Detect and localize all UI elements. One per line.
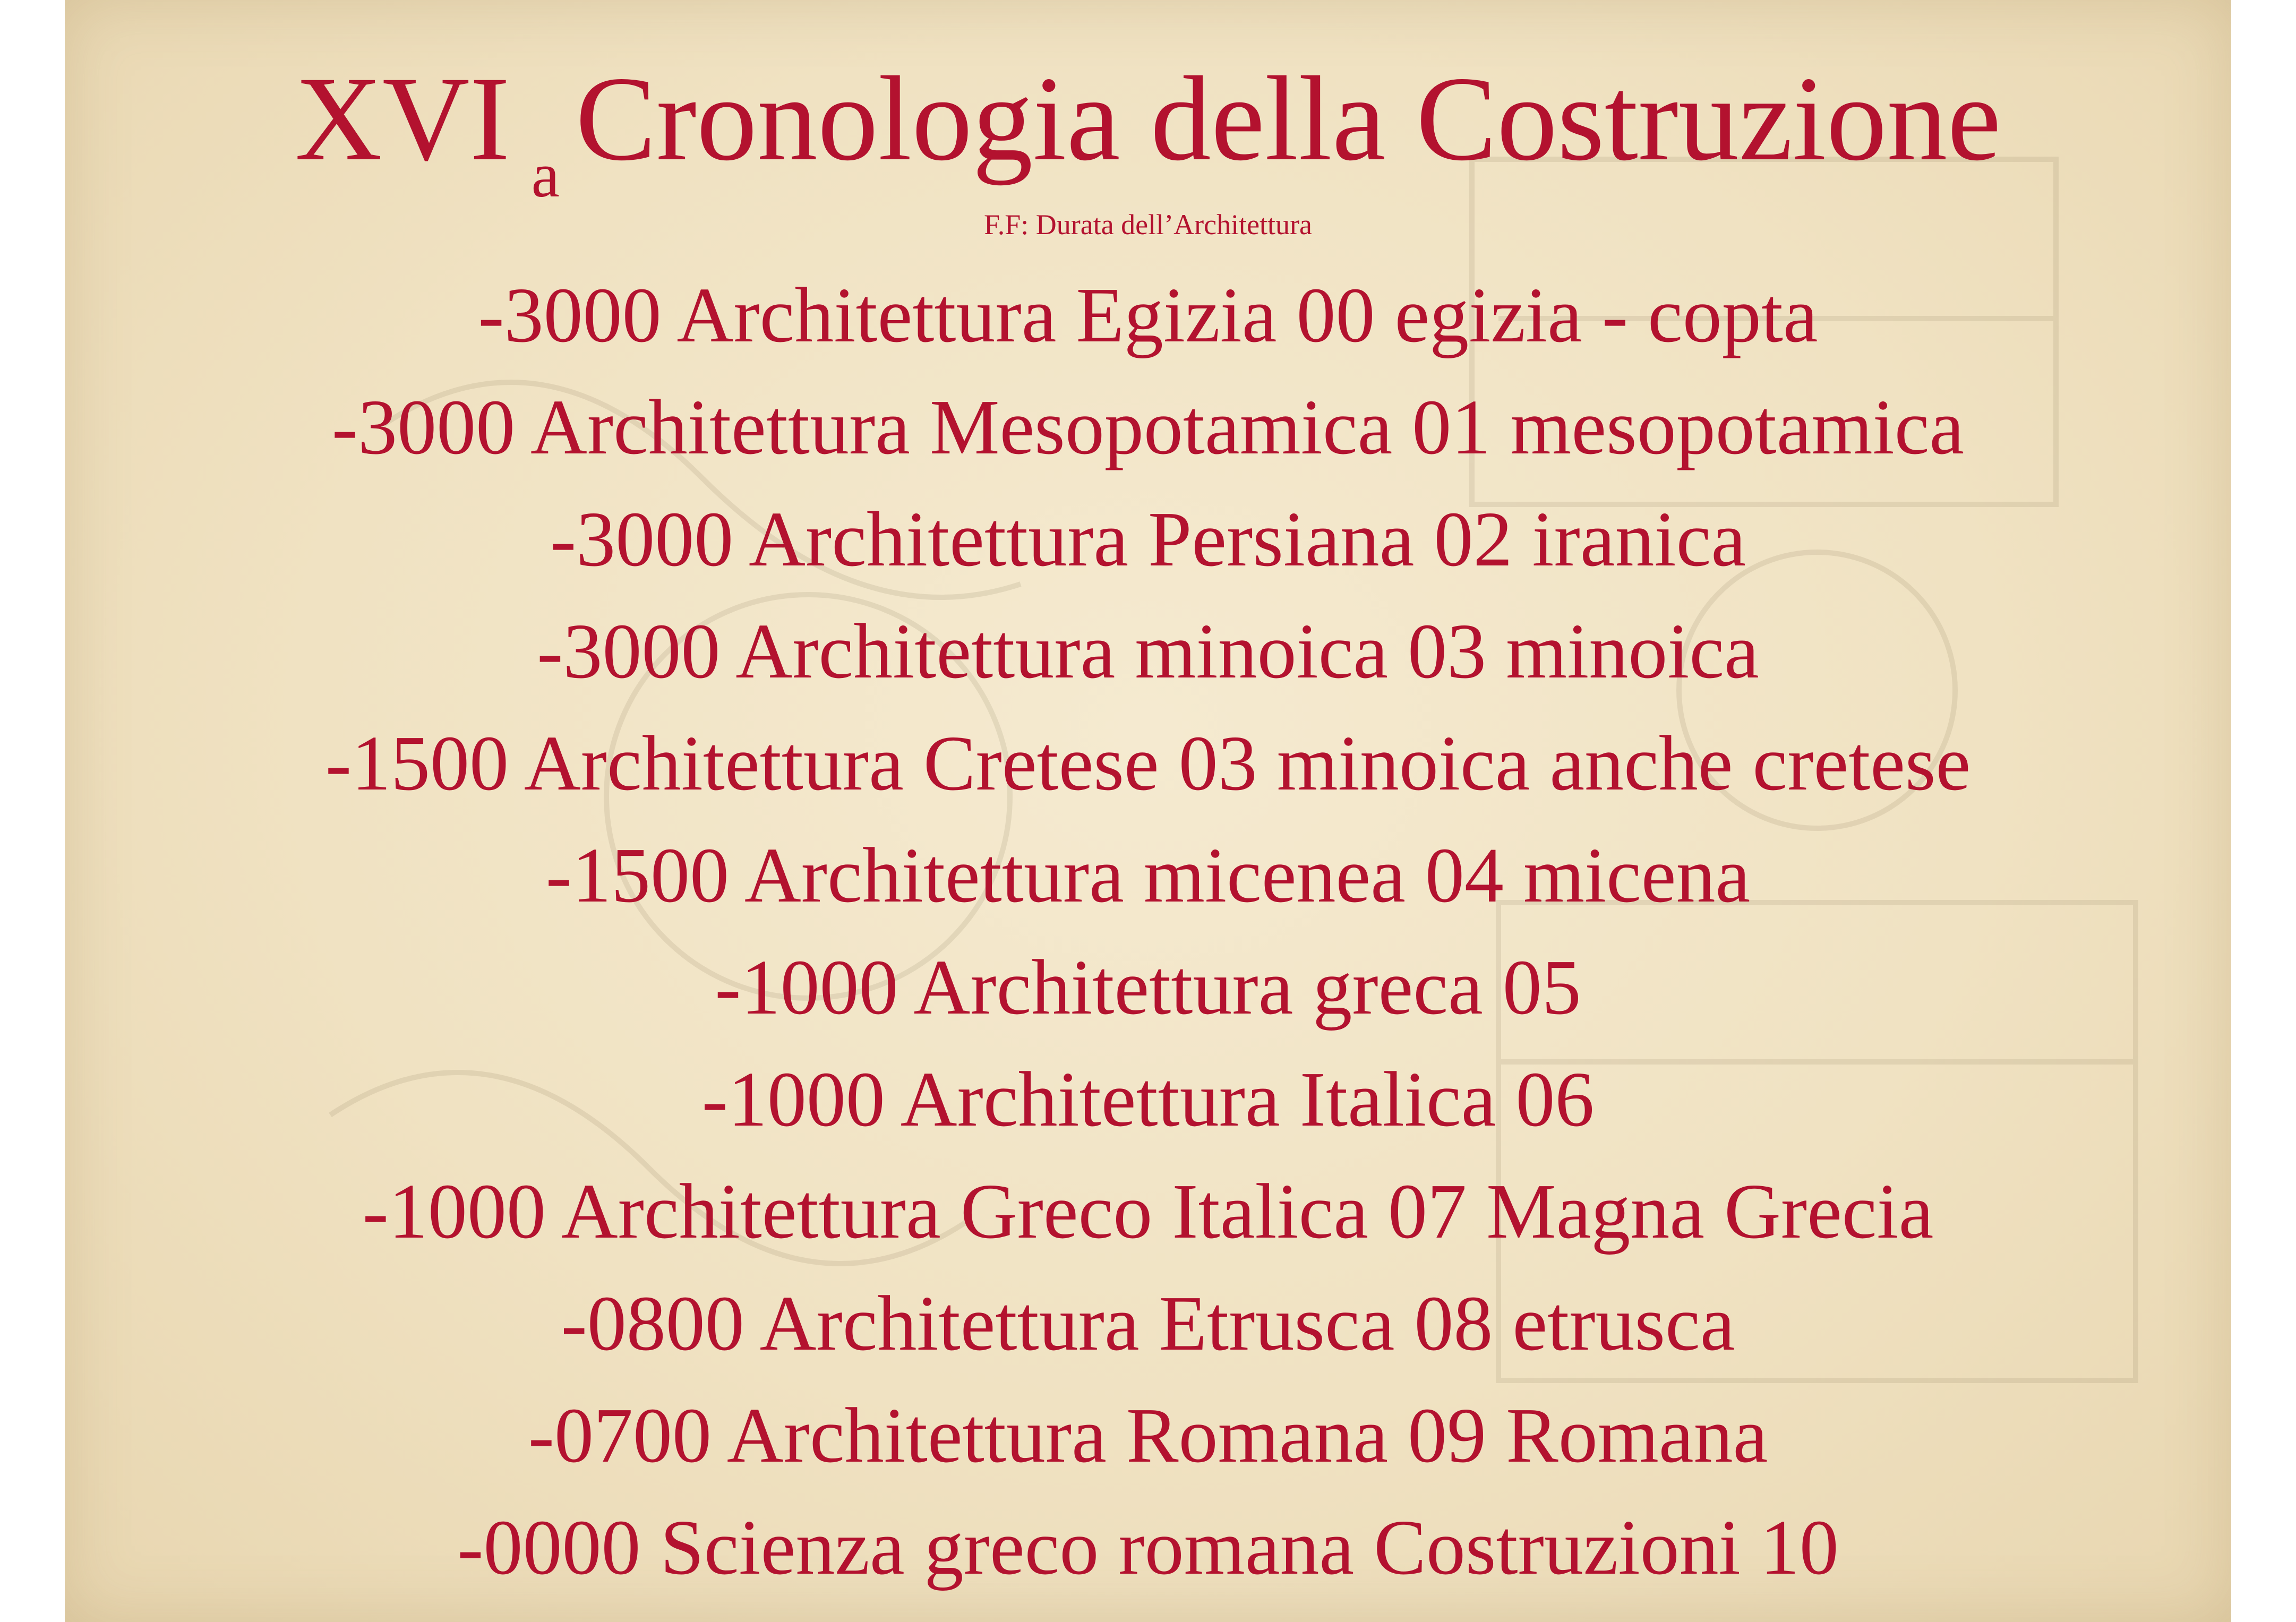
subtitle: F.F: Durata dell’Architettura [984, 209, 1312, 241]
entry-note: etrusca [1512, 1280, 1735, 1367]
list-item [0, 1274, 2296, 1386]
entry-name: Architettura Romana [726, 1392, 1389, 1479]
entry-name: Architettura Egizia [676, 272, 1277, 359]
list-item [0, 265, 2296, 377]
entry-name: Architettura Etrusca [759, 1280, 1395, 1367]
entry-code: 05 [1502, 944, 1581, 1031]
entry-code: 03 [1408, 608, 1487, 695]
list-item [0, 1162, 2296, 1274]
entry-year: -0000 [457, 1504, 641, 1591]
entry-year: -0800 [561, 1280, 744, 1367]
list-item [0, 826, 2296, 938]
entry-year: -0700 [528, 1392, 712, 1479]
entry-year: -1000 [701, 1056, 885, 1143]
entry-year: -3000 [331, 384, 516, 471]
entry-code: 04 [1425, 832, 1504, 919]
list-item [0, 714, 2296, 826]
entry-name: Architettura micenea [744, 832, 1406, 919]
entry-name: Architettura Greco Italica [561, 1168, 1369, 1255]
entry-note: micena [1523, 832, 1751, 919]
entry-code: 01 [1412, 384, 1491, 471]
title-subscript: a [531, 140, 560, 210]
entry-note: egizia - copta [1394, 272, 1818, 359]
list-item [0, 490, 2296, 602]
page-title [0, 52, 2296, 210]
entry-year: -3000 [550, 496, 734, 583]
entry-note: mesopotamica [1510, 384, 1965, 471]
chronology-list [0, 265, 2296, 1610]
entry-name: Architettura Cretese [524, 720, 1159, 807]
list-item [0, 938, 2296, 1050]
entry-name: Architettura minoica [735, 608, 1389, 695]
entry-year: -1500 [325, 720, 509, 807]
entry-name: Architettura greca [913, 944, 1483, 1031]
entry-year: -3000 [537, 608, 721, 695]
entry-code: 02 [1434, 496, 1513, 583]
list-item [0, 1498, 2296, 1610]
entry-code: 00 [1296, 272, 1375, 359]
entry-year: -1500 [545, 832, 730, 919]
entry-year: -1000 [715, 944, 898, 1031]
title-main: Cronologia della Costruzione [575, 52, 2001, 186]
entry-year: -1000 [362, 1168, 546, 1255]
entry-year: -3000 [478, 272, 662, 359]
entry-note: Magna Grecia [1486, 1168, 1934, 1255]
entry-note: minoica [1506, 608, 1759, 695]
entry-code: 03 [1178, 720, 1257, 807]
entry-name: Architettura Persiana [749, 496, 1415, 583]
list-item [0, 602, 2296, 714]
entry-code: 08 [1414, 1280, 1493, 1367]
list-item [0, 1050, 2296, 1162]
entry-code: 09 [1408, 1392, 1487, 1479]
list-item [0, 1386, 2296, 1498]
entry-code: 06 [1515, 1056, 1595, 1143]
entry-code: 07 [1388, 1168, 1467, 1255]
title-numeral: XVI [295, 52, 510, 186]
entry-code: 10 [1760, 1504, 1839, 1591]
entry-name: Architettura Mesopotamica [530, 384, 1393, 471]
entry-note: iranica [1532, 496, 1746, 583]
entry-name: Scienza greco romana Costruzioni [660, 1504, 1741, 1591]
entry-note: Romana [1506, 1392, 1768, 1479]
list-item [0, 377, 2296, 490]
entry-name: Architettura Italica [900, 1056, 1496, 1143]
entry-note: minoica anche cretese [1276, 720, 1971, 807]
